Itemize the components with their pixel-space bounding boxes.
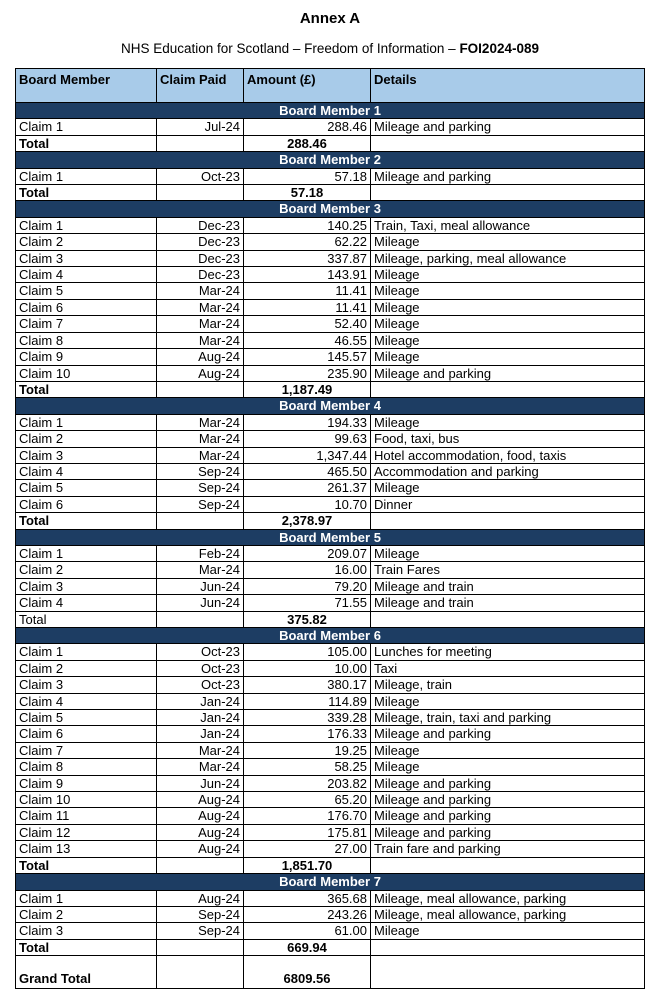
total-row [16,939,645,955]
claim-amount: 16.00 [244,562,371,578]
claim-label: Claim 2 [16,431,157,447]
total-label: Total [16,185,157,201]
claim-paid: Dec-23 [157,267,244,283]
claim-details: Mileage [371,545,645,561]
total-empty [157,135,244,151]
claim-amount: 176.33 [244,726,371,742]
table-row [16,644,645,660]
claim-details: Mileage [371,693,645,709]
claim-label: Claim 8 [16,332,157,348]
claim-paid: Mar-24 [157,742,244,758]
section-header-row [16,152,645,168]
claim-details: Mileage [371,299,645,315]
total-label: Total [16,939,157,955]
grand-total-empty [157,956,244,989]
total-row [16,513,645,529]
table-row [16,595,645,611]
header-details: Details [371,69,645,103]
claim-label: Claim 7 [16,316,157,332]
claim-details: Mileage and train [371,578,645,594]
claim-amount: 203.82 [244,775,371,791]
table-row [16,677,645,693]
claim-label: Claim 5 [16,710,157,726]
claim-details: Mileage [371,480,645,496]
claim-label: Claim 3 [16,250,157,266]
header-row [16,69,645,103]
page-subtitle [0,41,660,56]
claim-paid: Sep-24 [157,496,244,512]
claim-paid: Jun-24 [157,595,244,611]
section-header-row [16,628,645,644]
total-empty [371,135,645,151]
claim-details: Accommodation and parking [371,463,645,479]
claim-details: Mileage [371,316,645,332]
claim-paid: Jun-24 [157,775,244,791]
claim-amount: 176.70 [244,808,371,824]
table-row [16,299,645,315]
claim-paid: Dec-23 [157,234,244,250]
claim-amount: 10.00 [244,660,371,676]
claim-details: Mileage, meal allowance, parking [371,906,645,922]
claim-label: Claim 2 [16,562,157,578]
table-row [16,234,645,250]
section-title: Board Member 5 [16,529,645,545]
claim-label: Claim 4 [16,463,157,479]
claim-details: Dinner [371,496,645,512]
claim-amount: 261.37 [244,480,371,496]
claim-details: Mileage [371,283,645,299]
total-row [16,135,645,151]
claim-amount: 58.25 [244,759,371,775]
claim-amount: 65.20 [244,792,371,808]
total-empty [371,939,645,955]
claim-amount: 140.25 [244,217,371,233]
claim-details: Mileage [371,923,645,939]
claim-details: Mileage and parking [371,824,645,840]
claim-details: Mileage, train, taxi and parking [371,710,645,726]
claim-label: Claim 3 [16,923,157,939]
total-empty [157,611,244,627]
claim-paid: Oct-23 [157,644,244,660]
claim-paid: Mar-24 [157,562,244,578]
claim-paid: Oct-23 [157,677,244,693]
claim-amount: 27.00 [244,841,371,857]
total-label: Total [16,381,157,397]
claim-details: Mileage [371,267,645,283]
claim-label: Claim 4 [16,595,157,611]
subtitle-prefix: NHS Education for Scotland – Freedom of Information – [121,41,460,56]
claim-label: Claim 2 [16,234,157,250]
claim-amount: 143.91 [244,267,371,283]
claim-details: Food, taxi, bus [371,431,645,447]
total-value: 1,187.49 [244,381,371,397]
claim-amount: 10.70 [244,496,371,512]
table-row [16,562,645,578]
claim-amount: 465.50 [244,463,371,479]
total-empty [371,611,645,627]
claim-amount: 145.57 [244,349,371,365]
claim-amount: 61.00 [244,923,371,939]
total-row [16,381,645,397]
claim-paid: Sep-24 [157,480,244,496]
claim-label: Claim 1 [16,168,157,184]
section-header-row [16,398,645,414]
claim-paid: Mar-24 [157,332,244,348]
total-label: Total [16,513,157,529]
table-body [16,103,645,956]
claim-paid: Jan-24 [157,710,244,726]
claim-paid: Mar-24 [157,759,244,775]
claim-amount: 175.81 [244,824,371,840]
table-row [16,349,645,365]
table-row [16,841,645,857]
claim-details: Mileage and parking [371,726,645,742]
claim-amount: 11.41 [244,299,371,315]
claim-paid: Mar-24 [157,447,244,463]
claim-label: Claim 2 [16,660,157,676]
total-label: Total [16,857,157,873]
table-row [16,463,645,479]
claim-paid: Mar-24 [157,431,244,447]
claim-label: Claim 1 [16,890,157,906]
claim-label: Claim 10 [16,792,157,808]
claim-amount: 288.46 [244,119,371,135]
total-empty [157,381,244,397]
section-title: Board Member 6 [16,628,645,644]
total-value: 288.46 [244,135,371,151]
total-empty [371,513,645,529]
total-row [16,611,645,627]
claim-paid: Sep-24 [157,923,244,939]
claim-label: Claim 4 [16,693,157,709]
header-claim-paid: Claim Paid [157,69,244,103]
table-row [16,217,645,233]
claim-amount: 339.28 [244,710,371,726]
total-empty [157,857,244,873]
claim-details: Hotel accommodation, food, taxis [371,447,645,463]
claim-paid: Mar-24 [157,299,244,315]
claim-label: Claim 7 [16,742,157,758]
claim-paid: Aug-24 [157,841,244,857]
claim-paid: Jan-24 [157,726,244,742]
claim-details: Mileage [371,332,645,348]
table-row [16,660,645,676]
table-row [16,693,645,709]
table-row [16,824,645,840]
claim-paid: Jun-24 [157,578,244,594]
total-empty [371,857,645,873]
claim-details: Train fare and parking [371,841,645,857]
claim-details: Mileage, train [371,677,645,693]
claim-amount: 52.40 [244,316,371,332]
claim-amount: 194.33 [244,414,371,430]
claim-amount: 365.68 [244,890,371,906]
claim-details: Train Fares [371,562,645,578]
table-row [16,759,645,775]
claim-label: Claim 1 [16,545,157,561]
section-title: Board Member 2 [16,152,645,168]
section-header-row [16,103,645,119]
table-row [16,906,645,922]
foi-reference: FOI2024-089 [459,41,539,56]
claim-label: Claim 4 [16,267,157,283]
table-row [16,742,645,758]
claim-label: Claim 11 [16,808,157,824]
claim-paid: Mar-24 [157,283,244,299]
claim-details: Mileage and parking [371,119,645,135]
claim-amount: 11.41 [244,283,371,299]
claim-details: Mileage and parking [371,808,645,824]
claim-amount: 209.07 [244,545,371,561]
claim-paid: Dec-23 [157,250,244,266]
total-empty [157,185,244,201]
table-row [16,267,645,283]
table-row [16,283,645,299]
claim-amount: 79.20 [244,578,371,594]
claim-amount: 114.89 [244,693,371,709]
total-value: 669.94 [244,939,371,955]
claim-paid: Oct-23 [157,168,244,184]
table-row [16,431,645,447]
claim-amount: 99.63 [244,431,371,447]
table-row [16,578,645,594]
claim-amount: 57.18 [244,168,371,184]
claim-details: Mileage and parking [371,775,645,791]
claim-paid: Aug-24 [157,824,244,840]
claim-label: Claim 9 [16,349,157,365]
table-row [16,447,645,463]
claim-amount: 235.90 [244,365,371,381]
section-title: Board Member 1 [16,103,645,119]
table-row [16,792,645,808]
grand-total-label: Grand Total [16,956,157,989]
total-value: 375.82 [244,611,371,627]
page-title: Annex A [299,10,361,27]
section-title: Board Member 4 [16,398,645,414]
claim-amount: 46.55 [244,332,371,348]
claim-label: Claim 9 [16,775,157,791]
claim-label: Claim 6 [16,726,157,742]
table-row [16,365,645,381]
claim-label: Claim 1 [16,644,157,660]
grand-total-value: 6809.56 [244,956,371,989]
claim-details: Mileage and train [371,595,645,611]
claim-paid: Oct-23 [157,660,244,676]
claim-details: Mileage, meal allowance, parking [371,890,645,906]
claim-label: Claim 13 [16,841,157,857]
claim-label: Claim 5 [16,480,157,496]
claim-paid: Aug-24 [157,890,244,906]
claim-paid: Dec-23 [157,217,244,233]
claim-label: Claim 3 [16,578,157,594]
table-row [16,316,645,332]
table-row [16,332,645,348]
section-title: Board Member 3 [16,201,645,217]
table-row [16,710,645,726]
claim-paid: Feb-24 [157,545,244,561]
claim-amount: 1,347.44 [244,447,371,463]
claim-details: Lunches for meeting [371,644,645,660]
total-label: Total [16,611,157,627]
claim-details: Mileage [371,742,645,758]
table-row [16,726,645,742]
section-header-row [16,201,645,217]
section-title: Board Member 7 [16,874,645,890]
total-value: 2,378.97 [244,513,371,529]
claim-details: Mileage and parking [371,792,645,808]
claim-paid: Aug-24 [157,349,244,365]
claim-paid: Sep-24 [157,906,244,922]
claim-label: Claim 1 [16,217,157,233]
claim-details: Mileage and parking [371,365,645,381]
total-row [16,857,645,873]
claim-paid: Mar-24 [157,316,244,332]
claim-label: Claim 1 [16,119,157,135]
claim-amount: 62.22 [244,234,371,250]
grand-total-row [16,956,645,989]
claim-paid: Aug-24 [157,792,244,808]
claim-details: Train, Taxi, meal allowance [371,217,645,233]
claim-amount: 243.26 [244,906,371,922]
table-row [16,414,645,430]
claim-amount: 380.17 [244,677,371,693]
table-row [16,923,645,939]
expenses-table [15,68,645,989]
claim-label: Claim 2 [16,906,157,922]
table-row [16,545,645,561]
table-row [16,890,645,906]
section-header-row [16,874,645,890]
claim-details: Mileage [371,414,645,430]
table-row [16,168,645,184]
claim-details: Mileage [371,349,645,365]
claim-label: Claim 10 [16,365,157,381]
claim-amount: 105.00 [244,644,371,660]
claim-paid: Sep-24 [157,463,244,479]
table-row [16,496,645,512]
claim-label: Claim 3 [16,677,157,693]
total-row [16,185,645,201]
total-empty [157,939,244,955]
header-amount: Amount (£) [244,69,371,103]
table-row [16,775,645,791]
claim-paid: Aug-24 [157,365,244,381]
claim-details: Mileage [371,759,645,775]
claim-amount: 71.55 [244,595,371,611]
claim-paid: Mar-24 [157,414,244,430]
total-empty [371,381,645,397]
table-row [16,250,645,266]
claim-label: Claim 8 [16,759,157,775]
claim-label: Claim 6 [16,496,157,512]
claim-label: Claim 5 [16,283,157,299]
claim-label: Claim 3 [16,447,157,463]
header-board-member: Board Member [16,69,157,103]
total-empty [371,185,645,201]
claim-details: Mileage and parking [371,168,645,184]
claim-label: Claim 12 [16,824,157,840]
claim-details: Mileage, parking, meal allowance [371,250,645,266]
claim-amount: 19.25 [244,742,371,758]
claim-paid: Jan-24 [157,693,244,709]
claim-label: Claim 1 [16,414,157,430]
grand-total-empty [371,956,645,989]
total-value: 1,851.70 [244,857,371,873]
claim-details: Mileage [371,234,645,250]
claim-paid: Jul-24 [157,119,244,135]
table-row [16,480,645,496]
claim-label: Claim 6 [16,299,157,315]
table-row [16,808,645,824]
total-empty [157,513,244,529]
section-header-row [16,529,645,545]
claim-paid: Aug-24 [157,808,244,824]
claim-amount: 337.87 [244,250,371,266]
table-row [16,119,645,135]
claim-details: Taxi [371,660,645,676]
total-label: Total [16,135,157,151]
total-value: 57.18 [244,185,371,201]
